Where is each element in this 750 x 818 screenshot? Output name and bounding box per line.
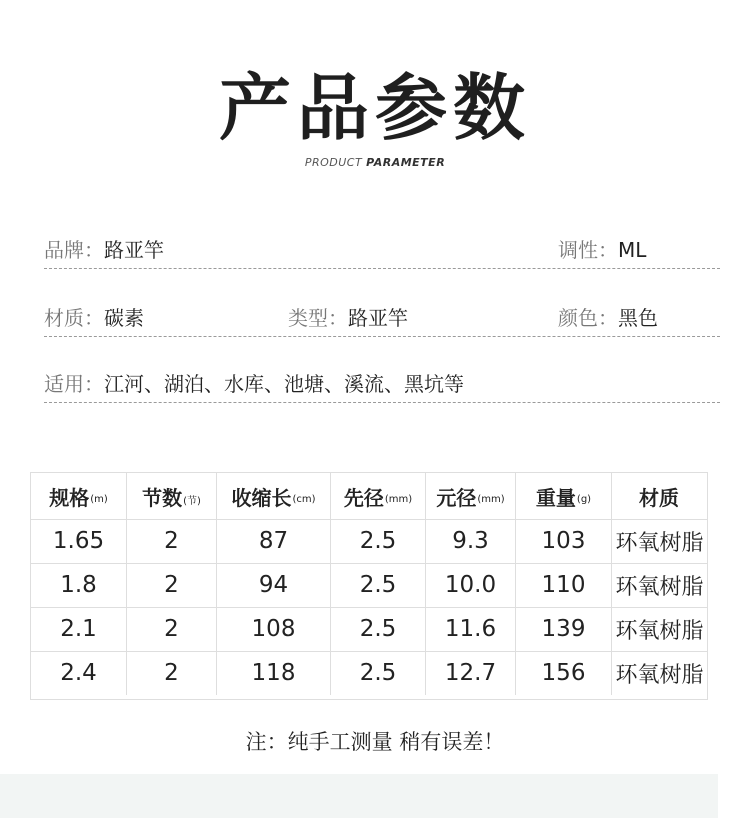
page-title: 产品参数 bbox=[218, 66, 531, 150]
table-cell: 2 bbox=[127, 607, 217, 651]
measurement-note: 注：纯手工测量 稍有误差！ bbox=[245, 730, 505, 754]
action-field bbox=[558, 234, 646, 263]
table-row bbox=[31, 607, 707, 652]
table-cell: 2.5 bbox=[331, 519, 426, 563]
type-field bbox=[288, 302, 408, 331]
table-cell: 103 bbox=[516, 519, 612, 563]
table-cell: 2 bbox=[127, 563, 217, 607]
table-row bbox=[31, 563, 707, 608]
table-cell: 2.5 bbox=[331, 651, 426, 695]
action-value: ML bbox=[618, 238, 647, 262]
spec-row-brand bbox=[44, 228, 720, 269]
table-row bbox=[31, 651, 707, 695]
table-cell: 2 bbox=[127, 651, 217, 695]
header-cell: 节数 (节) bbox=[127, 473, 217, 519]
color-field bbox=[558, 302, 658, 331]
footer-band bbox=[0, 774, 718, 818]
brand-field bbox=[44, 234, 164, 263]
brand-label: 品牌： bbox=[44, 238, 104, 262]
table-cell: 2 bbox=[127, 519, 217, 563]
table-cell: 2.5 bbox=[331, 563, 426, 607]
table-cell: 2.1 bbox=[31, 607, 127, 651]
brand-value: 路亚竿 bbox=[104, 238, 164, 262]
table-cell: 10.0 bbox=[426, 563, 516, 607]
table-cell: 110 bbox=[516, 563, 612, 607]
spec-row-usage bbox=[44, 362, 720, 403]
usage-field bbox=[44, 368, 464, 397]
table-cell: 139 bbox=[516, 607, 612, 651]
usage-value: 江河、湖泊、水库、池塘、溪流、黑坑等 bbox=[104, 372, 464, 396]
color-value: 黑色 bbox=[618, 306, 658, 330]
table-cell: 12.7 bbox=[426, 651, 516, 695]
subtitle-prefix: PRODUCT bbox=[304, 156, 363, 169]
spec-table bbox=[30, 472, 708, 700]
header-cell: 规格 (m) bbox=[31, 473, 127, 519]
header-cell: 元径 (mm) bbox=[426, 473, 516, 519]
material-label: 材质： bbox=[44, 306, 104, 330]
header-cell: 收缩长 (cm) bbox=[217, 473, 331, 519]
material-value: 碳素 bbox=[104, 306, 144, 330]
subtitle-strong: PARAMETER bbox=[366, 156, 446, 169]
table-cell: 1.65 bbox=[31, 519, 127, 563]
page-subtitle bbox=[0, 156, 750, 169]
type-value: 路亚竿 bbox=[348, 306, 408, 330]
action-label: 调性： bbox=[558, 238, 618, 262]
table-cell: 环氧树脂 bbox=[615, 662, 704, 688]
table-cell: 108 bbox=[217, 607, 331, 651]
table-cell: 环氧树脂 bbox=[615, 618, 704, 644]
header-cell: 先径 (mm) bbox=[331, 473, 426, 519]
usage-label: 适用： bbox=[44, 372, 104, 396]
spec-row-material bbox=[44, 296, 720, 337]
table-cell: 118 bbox=[217, 651, 331, 695]
header-cell: 重量 (g) bbox=[516, 473, 612, 519]
table-cell: 9.3 bbox=[426, 519, 516, 563]
material-field bbox=[44, 302, 144, 331]
color-label: 颜色： bbox=[558, 306, 618, 330]
table-cell: 1.8 bbox=[31, 563, 127, 607]
table-cell: 156 bbox=[516, 651, 612, 695]
table-cell: 2.4 bbox=[31, 651, 127, 695]
table-cell: 环氧树脂 bbox=[615, 530, 704, 556]
table-cell: 94 bbox=[217, 563, 331, 607]
table-cell: 11.6 bbox=[426, 607, 516, 651]
table-cell: 87 bbox=[217, 519, 331, 563]
table-header-row bbox=[31, 473, 707, 520]
table-cell: 2.5 bbox=[331, 607, 426, 651]
type-label: 类型： bbox=[288, 306, 348, 330]
table-cell: 环氧树脂 bbox=[615, 574, 704, 600]
header-cell: 材质 bbox=[639, 485, 679, 510]
table-row bbox=[31, 519, 707, 564]
